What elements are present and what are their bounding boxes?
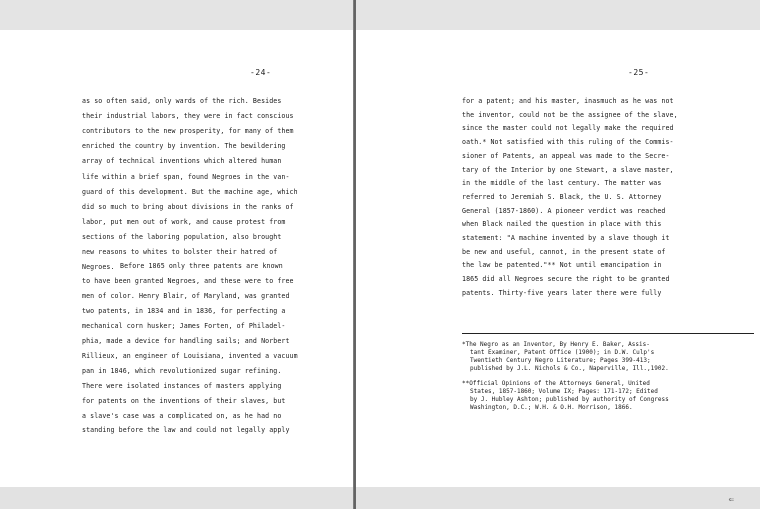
text-line: the law be patented."** Not until emancipation in (462, 261, 662, 270)
footnote-line: by J. Hubley Ashton; published by authority of Congress (470, 396, 669, 403)
text-line: phia, made a device for handling sails; and Norbert (82, 336, 290, 345)
footnote-rule (462, 333, 754, 334)
page-number-left: -24- (250, 68, 272, 77)
text-line: in the middle of the last century. The matter was (462, 179, 662, 188)
text-line: statement: "A machine invented by a slave though it (462, 234, 670, 242)
text-line: enriched the country by invention. The bewildering (82, 142, 286, 151)
text-line: sioner of Patents, an appeal was made to the Secre- (462, 151, 670, 160)
left-page (0, 0, 354, 509)
footnote-line: tant Examiner, Patent Office (1900); in D.W. Culp's (470, 349, 655, 356)
text-line: referred to Jeremiah S. Black, the U. S. Attorney (462, 192, 662, 201)
text-line: General (1857-1860). A pioneer verdict was reached (462, 206, 666, 215)
text-line: for a patent; and his master, inasmuch as he was not (462, 97, 674, 105)
page-number-right: -25- (628, 68, 650, 77)
text-line: a slave's case was a complicated on, as he had no (82, 411, 282, 420)
text-line: Before 1865 only three patents are known (120, 262, 283, 270)
text-line: mechanical corn husker; James Forten, of Philadel- (82, 321, 286, 330)
footnote-line: States, 1857-1860; Volume IX; Pages: 171-172; Edited (470, 388, 658, 395)
text-line: guard of this development. But the machine age, which (82, 187, 298, 196)
scan-top-margin (356, 0, 760, 30)
text-line: patents. Thirty-five years later there were fully (462, 288, 662, 297)
text-line: contributors to the new prosperity, for many of them (82, 127, 294, 136)
text-line: There were isolated instances of masters applying (82, 381, 282, 390)
footnote-line: Twentieth Century Negro Literature; Pages 399-413; (470, 357, 651, 364)
scan-bottom-margin (0, 487, 354, 509)
text-line: oath.* Not satisfied with this ruling of the Commis- (462, 138, 674, 147)
text-line: for patents on the inventions of their slaves, but (82, 396, 286, 405)
text-line: to have been granted Negroes, and these were to free (82, 276, 294, 285)
text-line: two patents, in 1834 and in 1836, for perfecting a (82, 306, 286, 315)
text-line: be new and useful, cannot, in the present state of (462, 247, 666, 256)
text-line: Rillieux, an engineer of Louisiana, invented a vacuum (82, 351, 298, 360)
right-page (356, 0, 760, 509)
text-line: array of technical inventions which altered human (82, 157, 282, 166)
text-line: Negroes. (82, 263, 115, 272)
text-line: tary of the Interior by one Stewart, a slave master, (462, 165, 674, 174)
text-line: did so much to bring about divisions in the ranks of (82, 202, 294, 211)
text-line: their industrial labors, they were in fact conscious (82, 112, 294, 121)
scan-bottom-margin (356, 487, 760, 509)
text-line: standing before the law and could not legally apply (82, 426, 290, 435)
footnote-line: published by J.L. Nichols & Co., Naperville, Ill.,1902. (470, 365, 669, 372)
footnote-line: *The Negro as an Inventor, By Henry E. Baker, Assis- (462, 341, 650, 348)
text-line: pan in 1846, which revolutionized sugar refining. (82, 366, 282, 375)
text-line: when Black nailed the question in place with this (462, 220, 662, 229)
text-line: 1865 did all Negroes secure the right to be granted (462, 275, 670, 284)
text-line: life within a brief span, found Negroes in the van- (82, 172, 290, 181)
scan-top-margin (0, 0, 354, 30)
footnote-line: Washington, D.C.; W.H. & O.H. Morrison, 1866. (470, 404, 633, 411)
text-line: labor, put men out of work, and cause protest from (82, 217, 286, 226)
text-line: the inventor, could not be the assignee of the slave, (462, 110, 678, 119)
scan-corner-mark: ⇐ (728, 495, 734, 505)
text-line: as so often said, only wards of the rich. Besides (82, 97, 282, 105)
text-line: sections of the laboring population, also brought (82, 232, 282, 241)
footnote-line: **Official Opinions of the Attorneys General, United (462, 380, 650, 387)
text-line: men of color. Henry Blair, of Maryland, was granted (82, 291, 290, 300)
text-line: since the master could not legally make the required (462, 124, 674, 133)
text-line: new reasons to whites to bolster their hatred of (82, 248, 278, 256)
